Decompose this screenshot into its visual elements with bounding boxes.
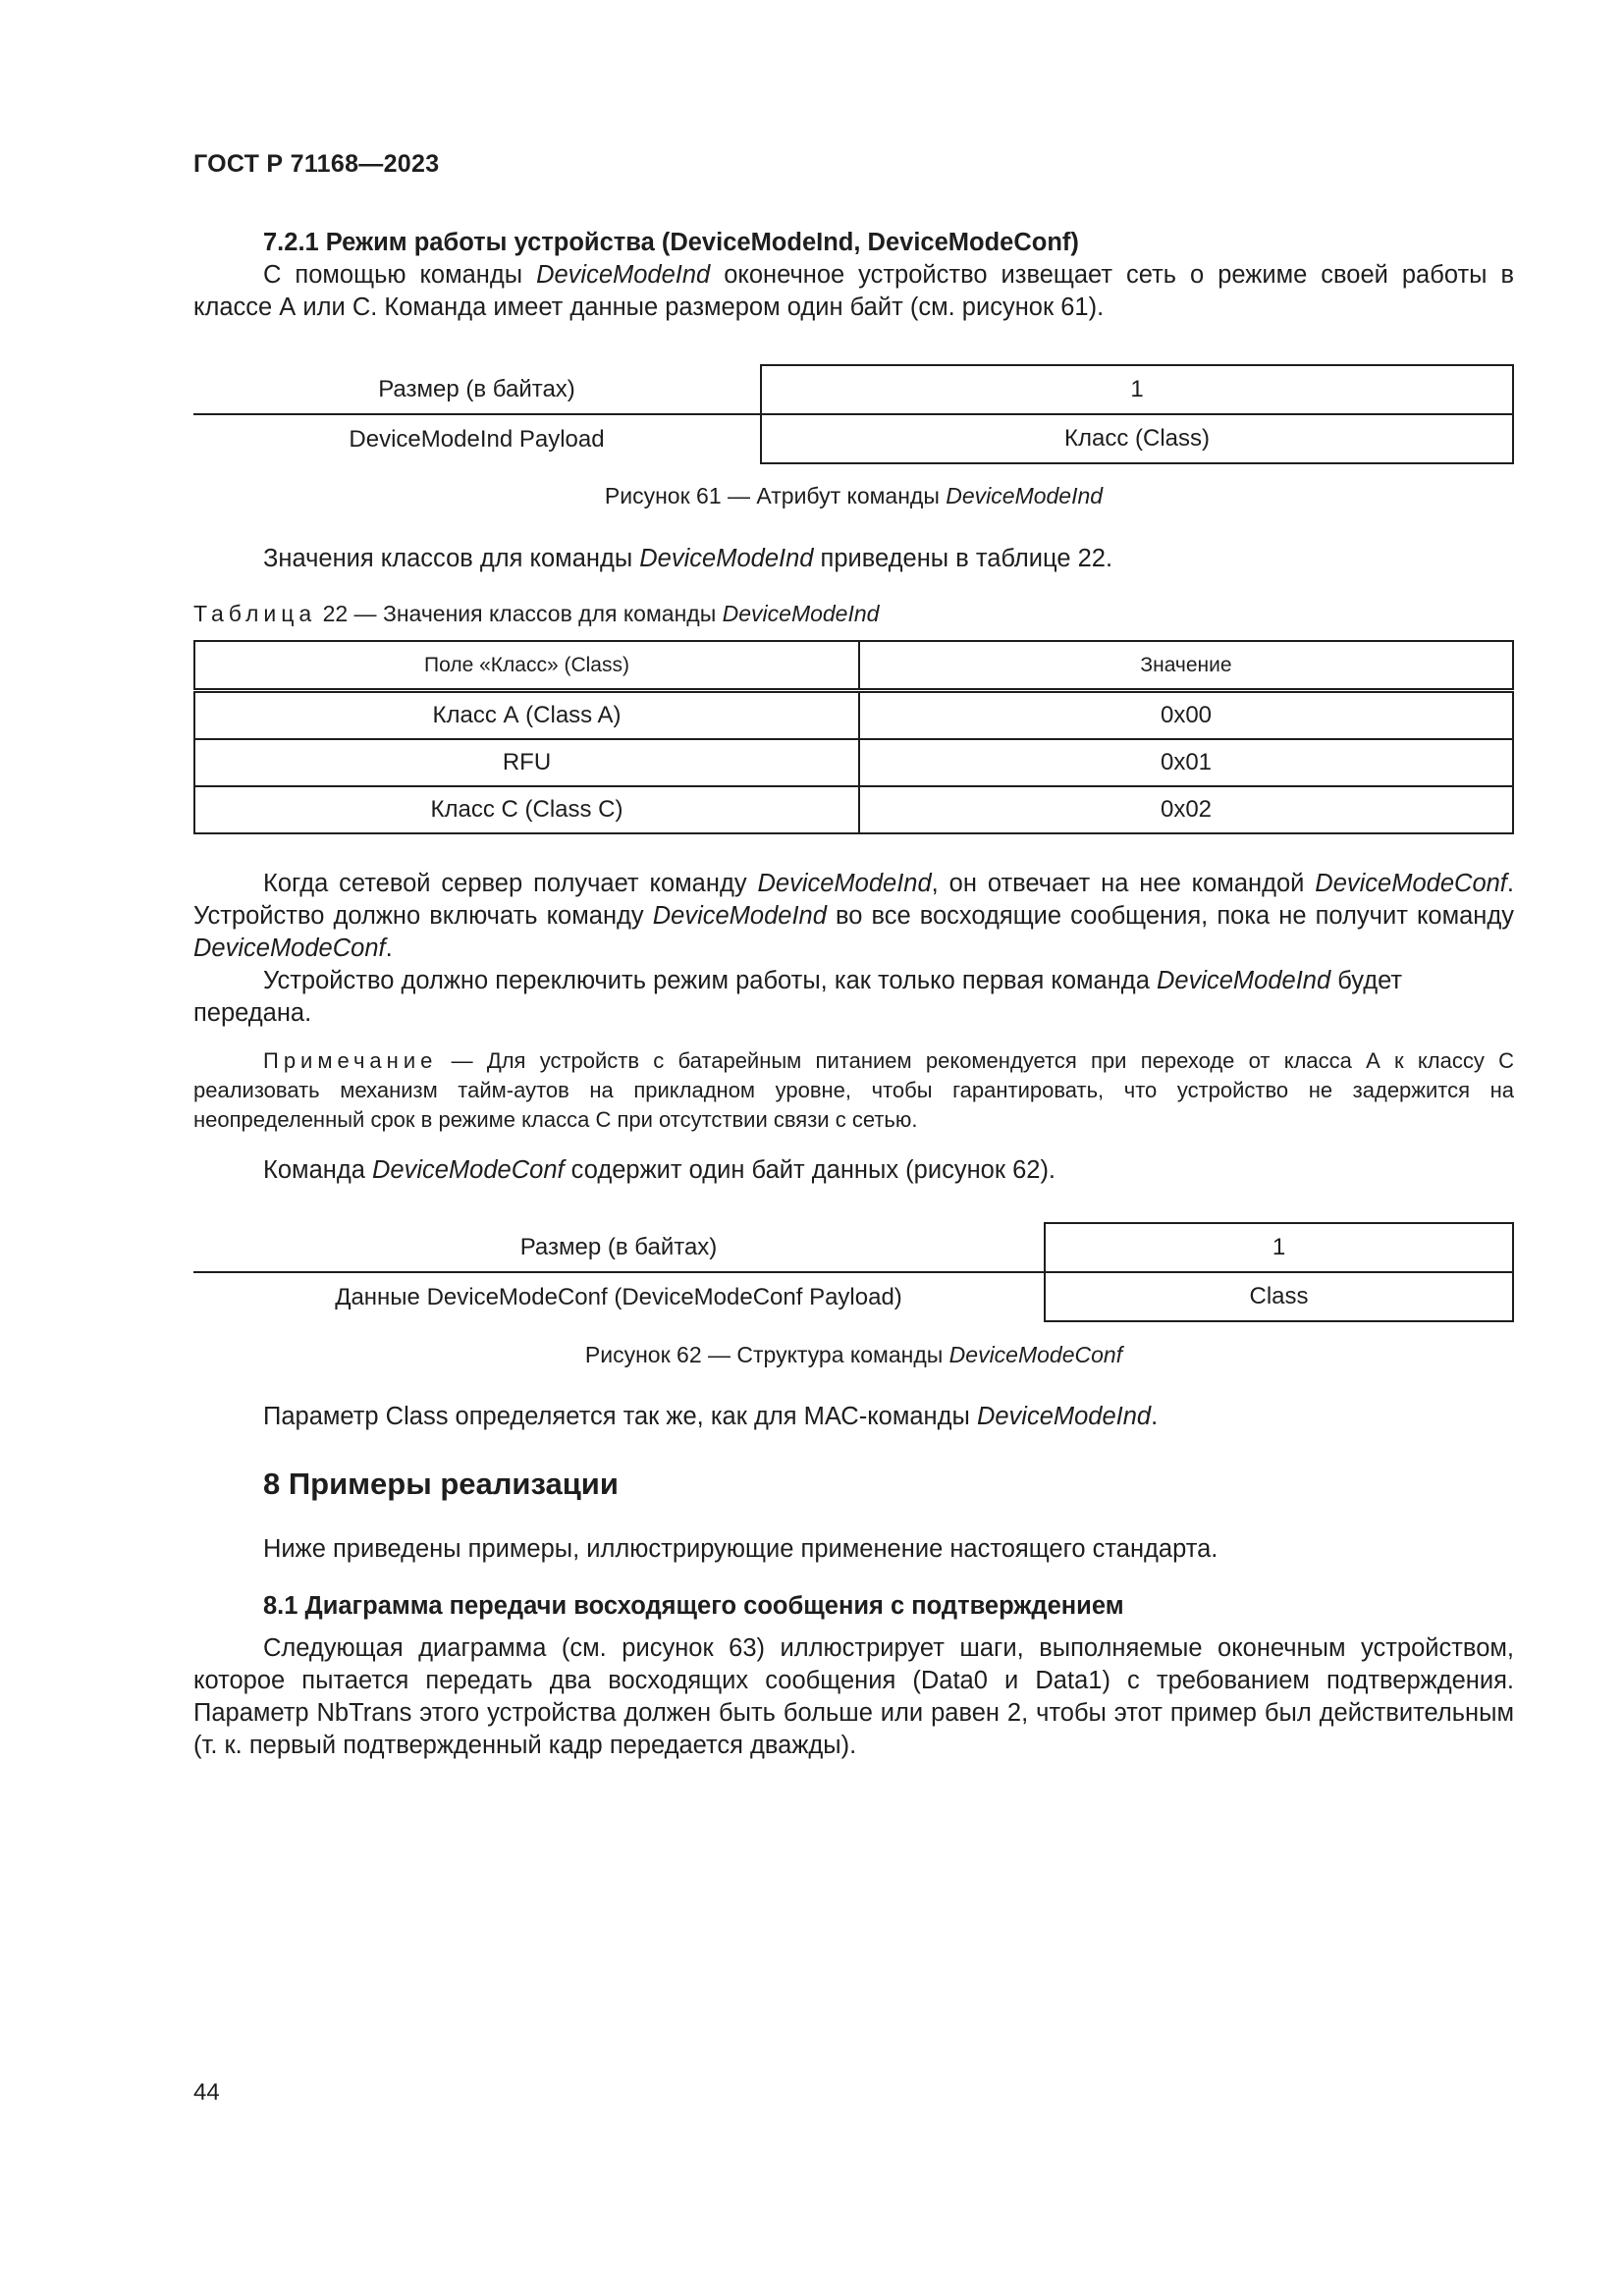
standard-number: ГОСТ Р 71168—2023 — [193, 150, 440, 178]
table-header-cell: Значение — [859, 641, 1513, 691]
switch-paragraph: Устройство должно переключить режим работы, как только первая команда DeviceModeInd будет передана. — [193, 967, 1403, 1027]
note: Примечание — Для устройств с батарейным питанием рекомендуется при переходе от класса А к классу С реализовать механизм тайм-аутов на прикладном уровне, чтобы гарантировать, что устройство не задержится на неопределенный срок в режиме класса С при отсутствии связи с сетью. — [193, 1048, 1514, 1132]
table-cell: Класс А (Class A) — [194, 691, 859, 740]
table-header-row — [194, 641, 1513, 691]
figure-61-row — [193, 414, 1513, 463]
table-row — [194, 691, 1513, 740]
figure-62-row — [193, 1272, 1513, 1321]
figure-62-table — [193, 1222, 1514, 1322]
table-cell: RFU — [194, 739, 859, 786]
page-number: 44 — [193, 2079, 220, 2106]
figure-62-row — [193, 1223, 1513, 1272]
param-paragraph: Параметр Class определяется так же, как для МАС-команды DeviceModeInd. — [263, 1403, 1159, 1430]
table-cell: 0x00 — [859, 691, 1513, 740]
table-22-caption: Таблица 22 — Значения классов для команды DeviceModeInd — [193, 601, 880, 626]
section-81-heading: 8.1 Диаграмма передачи восходящего сообщения с подтверждением — [263, 1592, 1124, 1620]
figure-62-value: Class — [1045, 1272, 1513, 1321]
section-81-paragraph: Следующая диаграмма (см. рисунок 63) иллюстрирует шаги, выполняемые оконечным устройством, которое пытается передать два восходящих сообщения (Data0 и Data1) с требованием подтверждения. Параметр NbTrans этого устройства должен быть больше или равен 2, чтобы этот пример был действительным (т. к. первый подтвержденный кадр передается дважды). — [193, 1634, 1514, 1759]
table-22 — [193, 640, 1514, 834]
figure-61-value: 1 — [761, 365, 1513, 414]
section-721-heading: 7.2.1 Режим работы устройства (DeviceModeInd, DeviceModeConf) — [263, 229, 1079, 256]
table-row — [194, 786, 1513, 833]
section-8-intro: Ниже приведены примеры, иллюстрирующие применение настоящего стандарта. — [263, 1535, 1218, 1563]
classes-paragraph: Значения классов для команды DeviceModeInd приведены в таблице 22. — [263, 545, 1113, 572]
figure-62-caption: Рисунок 62 — Структура команды DeviceModeConf — [584, 1342, 1123, 1367]
figure-61-row — [193, 365, 1513, 414]
figure-61-caption: Рисунок 61 — Атрибут команды DeviceModeInd — [604, 483, 1104, 508]
figure-61-label: DeviceModeInd Payload — [349, 425, 605, 453]
figure-61-table — [193, 364, 1514, 464]
figure-61-label: Размер (в байтах) — [193, 365, 761, 414]
figure-61-value: Класс (Class) — [761, 414, 1513, 463]
server-paragraph: Когда сетевой сервер получает команду DeviceModeInd, он отвечает на нее командой DeviceModeConf. Устройство должно включать команду DeviceModeInd во все восходящие сообщения, пока не получит команду DeviceModeConf. — [193, 870, 1514, 962]
table-header-cell: Поле «Класс» (Class) — [194, 641, 859, 691]
table-cell: 0x02 — [859, 786, 1513, 833]
figure-62-value: 1 — [1045, 1223, 1513, 1272]
table-cell: Класс С (Class C) — [194, 786, 859, 833]
conf-paragraph: Команда DeviceModeConf содержит один байт данных (рисунок 62). — [263, 1156, 1056, 1184]
table-row — [194, 739, 1513, 786]
section-8-heading: 8 Примеры реализации — [263, 1467, 619, 1501]
figure-62-label: Размер (в байтах) — [193, 1223, 1045, 1272]
figure-62-label: Данные DeviceModeConf (DeviceModeConf Payload) — [335, 1283, 902, 1310]
table-cell: 0x01 — [859, 739, 1513, 786]
section-721-paragraph: С помощью команды DeviceModeInd оконечное устройство извещает сеть о режиме своей работы в классе А или С. Команда имеет данные размером один байт (см. рисунок 61). — [193, 261, 1514, 321]
